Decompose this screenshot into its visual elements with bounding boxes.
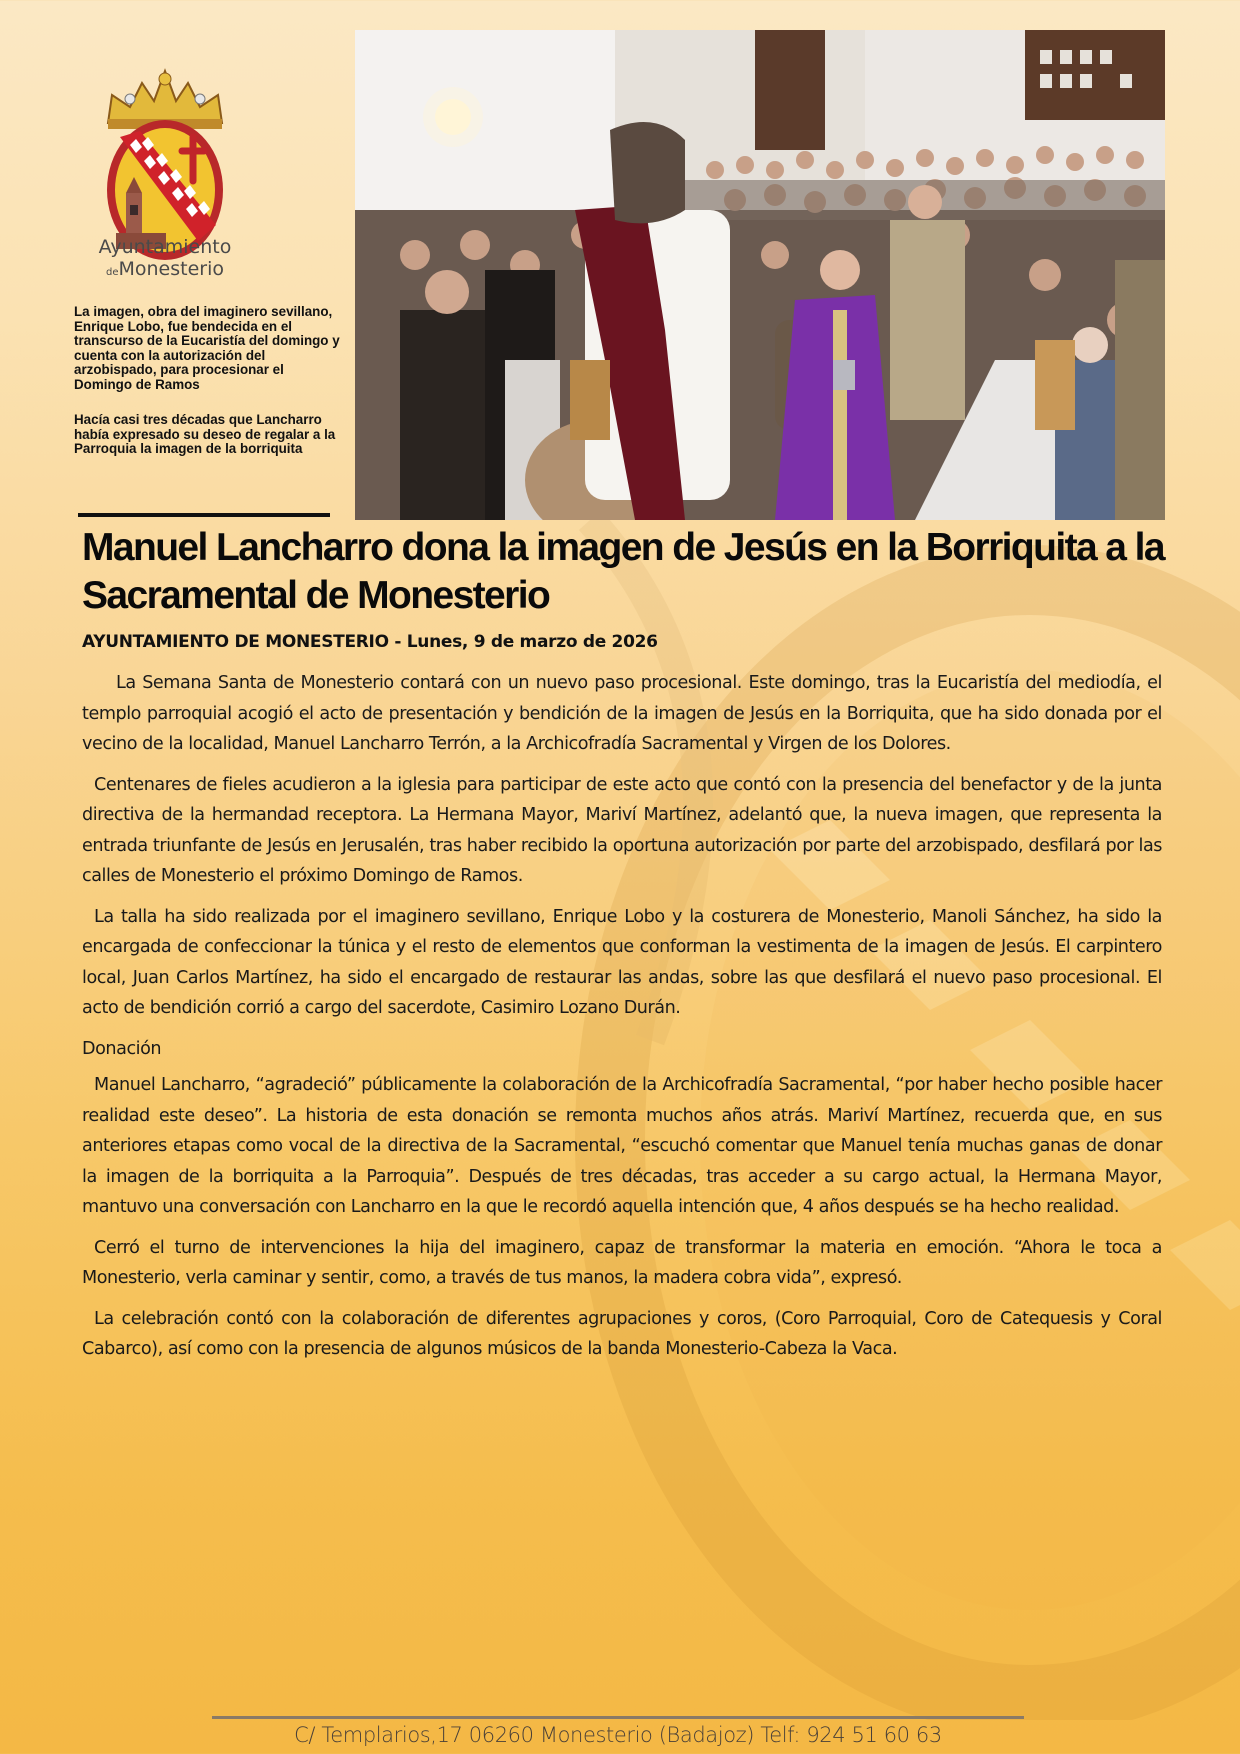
article-headline: Manuel Lancharro dona la imagen de Jesús en la Borriquita a la Sacramental de Monesterio (82, 526, 1164, 617)
article-paragraph: Centenares de fieles acudieron a la iglesia para participar de este acto que contó con la presencia del benefactor y de la junta directiva de la hermandad receptora. La Hermana Mayor, Mariví Martínez, adelantó que, la nueva imagen, que representa la entrada triunfante de Jesús en Jerusalén, tras haber recibido la oportuna autorización por parte del arzobispado, desfilará por las calles de Monesterio el próximo Domingo de Ramos. (82, 774, 1162, 886)
logo-text-town: Monesterio (118, 258, 224, 280)
photo-blessing-scene (355, 30, 1165, 520)
article-byline (82, 632, 658, 652)
logo-text-monesterio (92, 258, 238, 280)
article-paragraph: Manuel Lancharro, “agradeció” públicamente la colaboración de la Archicofradía Sacramental, “por haber hecho posible hacer realidad este deseo”. La historia de esta donación se remonta muchos años atrás. Mariví Martínez, recuerda que, en sus anteriores etapas como vocal de la directiva de la Sacramental, “escuchó comentar que Manuel tenía muchas ganas de donar la imagen de la borriquita a la Parroquia”. Después de tres décadas, tras acceder a su cargo actual, la Hermana Mayor, mantuvo una conversación con Lancharro en la que le recordó aquella intención que, 4 años después se ha hecho realidad. (82, 1075, 1162, 1217)
byline-separator: - (388, 632, 407, 652)
byline-source: AYUNTAMIENTO DE MONESTERIO (82, 632, 389, 652)
article-paragraph: La Semana Santa de Monesterio contará con un nuevo paso procesional. Este domingo, tras la Eucaristía del mediodía, el templo parroquial acogió el acto de presentación y bendición de la imagen de Jesús en la Borriquita, que ha sido donada por el vecino de la localidad, Manuel Lancharro Terrón, a la Archicofradía Sacramental y Virgen de los Dolores. (82, 673, 1162, 754)
photo-caption-1: La imagen, obra del imaginero sevillano, Enrique Lobo, fue bendecida en el transcurso de la Eucaristía del domingo y cuenta con la autorización del arzobispado, para procesionar el Domingo de Ramos (74, 304, 340, 392)
footer-address: C/ Templarios,17 06260 Monesterio (Badajoz) Telf: 924 51 60 63 (294, 1723, 942, 1747)
article-body (82, 668, 1162, 1375)
photo-caption-2: Hacía casi tres décadas que Lancharro había expresado su deseo de regalar a la Parroquia la imagen de la borriquita (74, 412, 336, 457)
article-paragraph: Cerró el turno de intervenciones la hija del imaginero, capaz de transformar la materia en emoción. “Ahora le toca a Monesterio, verla caminar y sentir, como, a través de tus manos, la madera cobra vida”, expresó. (82, 1237, 1162, 1288)
article-photo (355, 30, 1165, 520)
article-subheading: Donación (82, 1038, 162, 1059)
byline-date: Lunes, 9 de marzo de 2026 (406, 632, 658, 652)
article-paragraph: La celebración contó con la colaboración de diferentes agrupaciones y coros, (Coro Parroquial, Coro de Catequesis y Coral Cabarco), así como con la presencia de algunos músicos de la banda Monesterio-Cabeza la Vaca. (82, 1308, 1162, 1359)
logo-text-de: de (105, 267, 119, 278)
article-paragraph: La talla ha sido realizada por el imaginero sevillano, Enrique Lobo y la costurera de Monesterio, Manoli Sánchez, ha sido la encargada de confeccionar la túnica y el resto de elementos que conforman la vestimenta de la imagen de Jesús. El carpintero local, Juan Carlos Martínez, ha sido el encargado de restaurar las andas, sobre las que desfilará el nuevo paso procesional. El acto de bendición corrió a cargo del sacerdote, Casimiro Lozano Durán. (82, 906, 1162, 1018)
footer-divider (212, 1716, 1024, 1719)
logo-text-ayuntamiento: Ayuntamiento (98, 236, 232, 258)
caption-divider (78, 513, 330, 517)
